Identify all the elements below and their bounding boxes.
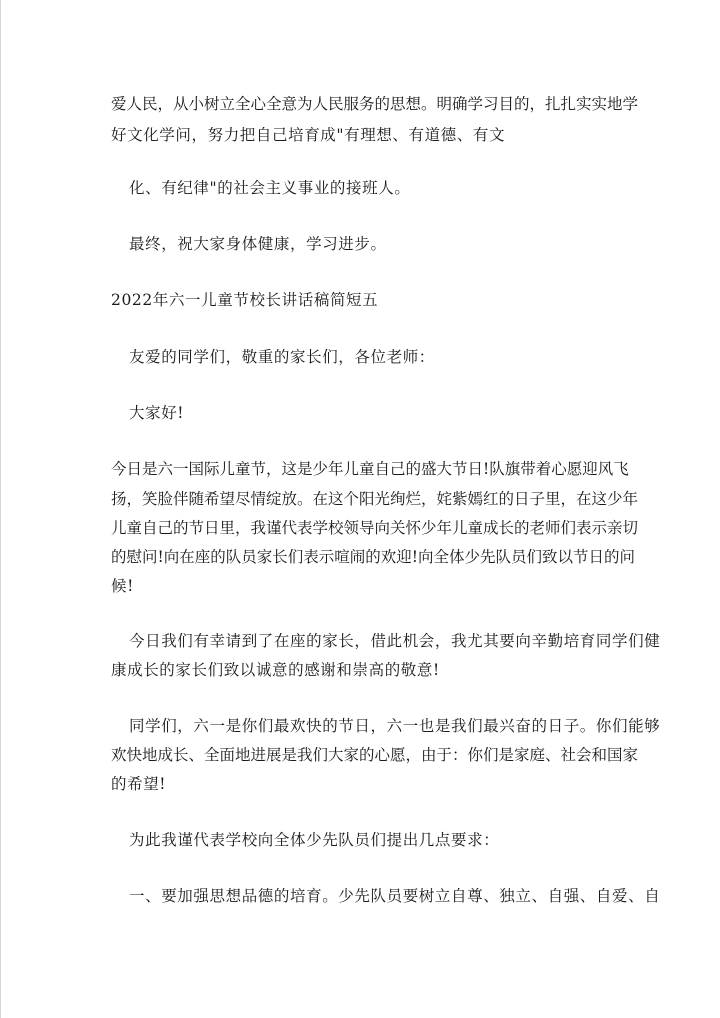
text-line: 好文化学问，努力把自己培育成"有理想、有道德、有文 (111, 126, 506, 144)
text-line: 候! (111, 577, 134, 595)
text-line: 爱人民，从小树立全心全意为人民服务的思想。明确学习目的，扎扎实实地学 (111, 95, 639, 113)
text-line: 的慰问!向在座的队员家长们表示喧闹的欢迎!向全体少先队员们致以节日的问 (111, 548, 635, 566)
text-line: 的希望! (111, 775, 167, 793)
text-line: 化、有纪律"的社会主义事业的接班人。 (129, 179, 411, 197)
text-line: 一、要加强思想品德的培育。少先队员要树立自尊、独立、自强、自爱、自 (129, 887, 661, 905)
greeting: 大家好! (129, 404, 185, 422)
text-line: 欢快地成长、全面地进展是我们大家的心愿，由于：你们是家庭、社会和国家 (111, 746, 639, 764)
text-line: 扬，笑脸伴随希望尽情绽放。在这个阳光绚烂，姹紫嫣红的日子里，在这少年 (111, 490, 639, 508)
text-line: 为此我谨代表学校向全体少先队员们提出几点要求： (129, 831, 500, 849)
text-line: 同学们，六一是你们最欢快的节日，六一也是我们最兴奋的日子。你们能够 (129, 717, 661, 735)
salutation: 友爱的同学们，敬重的家长们，各位老师： (129, 348, 435, 366)
text-line: 今日我们有幸请到了在座的家长，借此机会，我尤其要向辛勤培育同学们健 (129, 632, 661, 650)
text-line: 儿童自己的节日里，我谨代表学校领导向关怀少年儿童成长的老师们表示亲切 (111, 519, 639, 537)
section-heading: 2022年六一儿童节校长讲话稿简短五 (111, 291, 379, 309)
text-line: 今日是六一国际儿童节，这是少年儿童自己的盛大节日!队旗带着心愿迎风飞 (111, 460, 629, 478)
text-line: 最终，祝大家身体健康，学习进步。 (129, 235, 387, 253)
text-line: 康成长的家长们致以诚意的感谢和崇高的敬意! (111, 661, 440, 679)
